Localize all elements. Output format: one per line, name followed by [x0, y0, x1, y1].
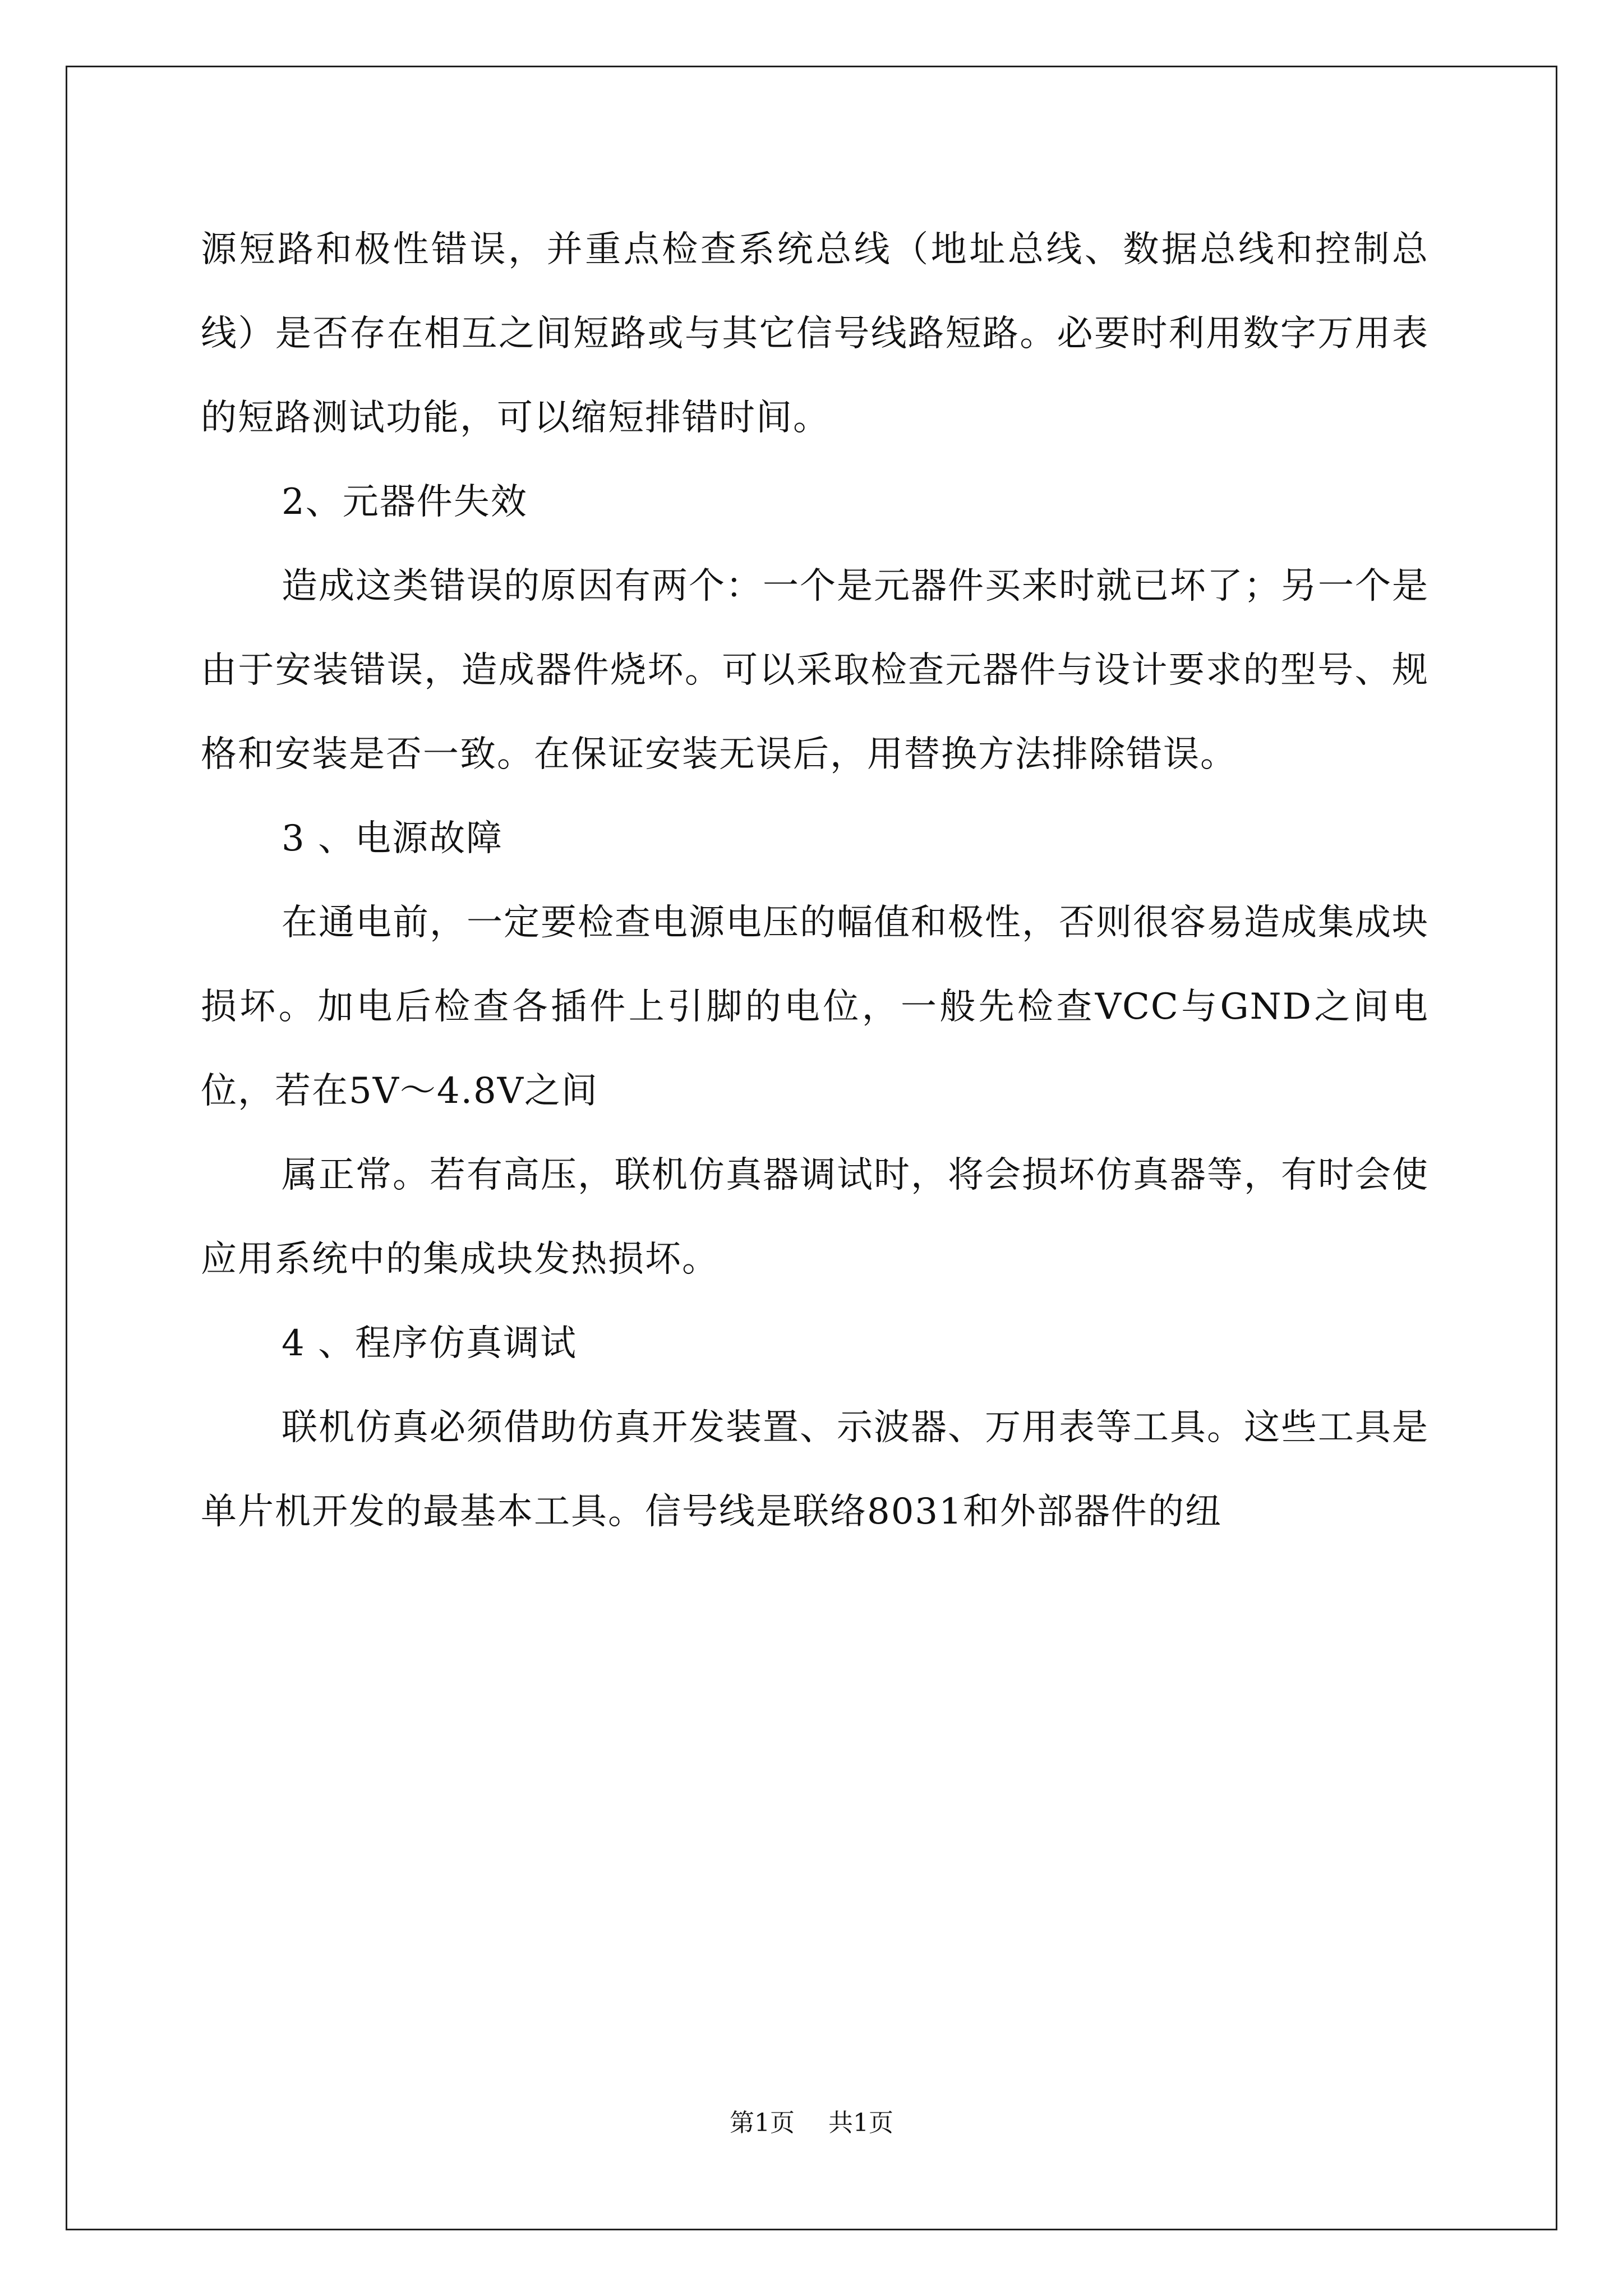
page-footer: [0, 2106, 1623, 2140]
paragraph-bus-short-check: 源短路和极性错误，并重点检查系统总线（地址总线、数据总线和控制总线）是否存在相互之间短路或与其它信号线路短路。必要时利用数字万用表的短路测试功能，可以缩短排错时间。: [201, 229, 1429, 439]
heading-program-simulation: 4 、程序仿真调试: [282, 1323, 578, 1364]
heading-component-failure: 2、元器件失效: [282, 481, 528, 523]
heading-power-fault: 3 、电源故障: [282, 818, 504, 859]
page-number-current: 第1页: [730, 2109, 795, 2137]
page-number-total: 共1页: [828, 2109, 893, 2137]
paragraph-power-check: 在通电前，一定要检查电源电压的幅值和极性，否则很容易造成集成块损坏。加电后检查各插件上引脚的电位，一般先检查VCC与GND之间电位，若在5V～4.8V之间: [201, 902, 1429, 1112]
paragraph-simulation-tools: 联机仿真必须借助仿真开发装置、示波器、万用表等工具。这些工具是单片机开发的最基本工具。信号线是联络8031和外部器件的纽: [201, 1407, 1429, 1533]
paragraph-component-failure: 造成这类错误的原因有两个：一个是元器件买来时就已坏了；另一个是由于安装错误，造成器件烧坏。可以采取检查元器件与设计要求的型号、规格和安装是否一致。在保证安装无误后，用替换方法排除错误。: [201, 565, 1429, 775]
paragraph-power-normal: 属正常。若有高压，联机仿真器调试时，将会损坏仿真器等，有时会使应用系统中的集成块发热损坏。: [201, 1154, 1429, 1280]
document-body: [201, 208, 1429, 1554]
